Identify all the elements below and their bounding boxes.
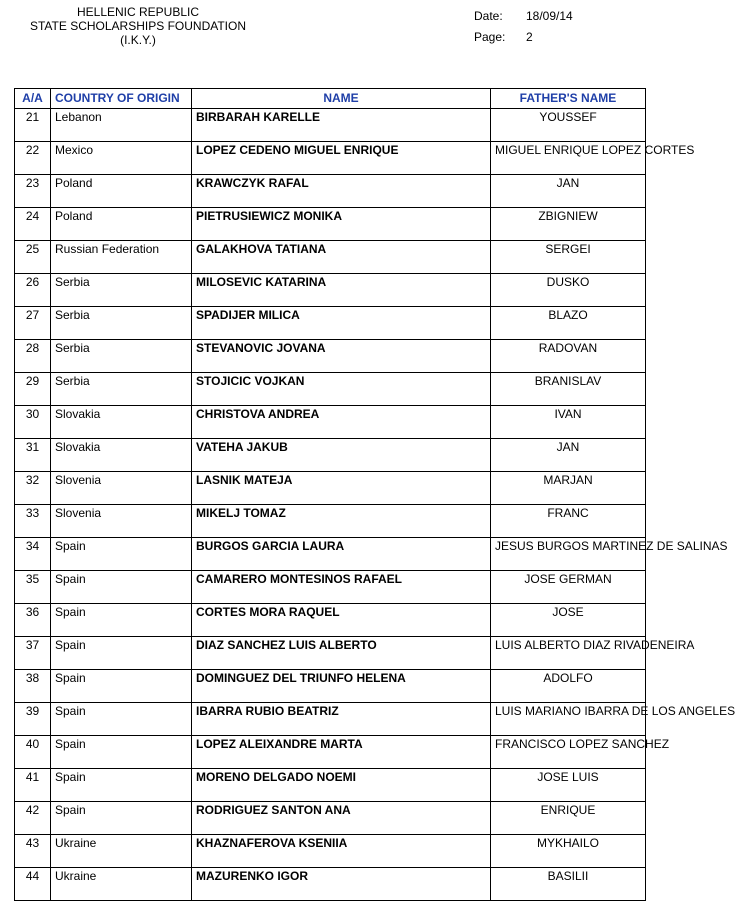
cell-aa: 25: [15, 241, 51, 274]
cell-name: STEVANOVIC JOVANA: [192, 340, 491, 373]
cell-father: RADOVAN: [491, 340, 646, 373]
cell-name: KRAWCZYK RAFAL: [192, 175, 491, 208]
cell-name: IBARRA RUBIO BEATRIZ: [192, 703, 491, 736]
cell-name: CORTES MORA RAQUEL: [192, 604, 491, 637]
table-row: [15, 802, 646, 835]
cell-father: JOSE: [491, 604, 646, 637]
cell-country: Spain: [51, 604, 192, 637]
cell-aa: 37: [15, 637, 51, 670]
cell-father: ADOLFO: [491, 670, 646, 703]
cell-name: STOJICIC VOJKAN: [192, 373, 491, 406]
cell-country: Lebanon: [51, 109, 192, 142]
issuer-header: [18, 5, 258, 47]
cell-aa: 21: [15, 109, 51, 142]
table-row: [15, 241, 646, 274]
cell-father: LUIS MARIANO IBARRA DE LOS ANGELES: [491, 703, 646, 736]
date-row: [474, 6, 573, 27]
table-row: [15, 538, 646, 571]
cell-aa: 27: [15, 307, 51, 340]
cell-father: ZBIGNIEW: [491, 208, 646, 241]
date-label: Date:: [474, 9, 503, 23]
cell-name: PIETRUSIEWICZ MONIKA: [192, 208, 491, 241]
cell-father: MARJAN: [491, 472, 646, 505]
cell-name: GALAKHOVA TATIANA: [192, 241, 491, 274]
table-row: [15, 868, 646, 901]
cell-father: FRANC: [491, 505, 646, 538]
cell-aa: 33: [15, 505, 51, 538]
cell-aa: 31: [15, 439, 51, 472]
table-row: [15, 505, 646, 538]
issuer-line-3: (I.K.Y.): [120, 33, 156, 47]
table-row: [15, 670, 646, 703]
cell-aa: 34: [15, 538, 51, 571]
cell-aa: 42: [15, 802, 51, 835]
column-header-father: FATHER'S NAME: [491, 89, 646, 109]
cell-country: Serbia: [51, 340, 192, 373]
table-row: [15, 142, 646, 175]
issuer-line-1: HELLENIC REPUBLIC: [76, 5, 200, 19]
cell-aa: 35: [15, 571, 51, 604]
cell-father: BRANISLAV: [491, 373, 646, 406]
cell-country: Spain: [51, 670, 192, 703]
cell-country: Ukraine: [51, 835, 192, 868]
cell-country: Serbia: [51, 307, 192, 340]
cell-name: LOPEZ CEDENO MIGUEL ENRIQUE: [192, 142, 491, 175]
cell-country: Mexico: [51, 142, 192, 175]
cell-country: Slovakia: [51, 439, 192, 472]
cell-aa: 36: [15, 604, 51, 637]
cell-name: LASNIK MATEJA: [192, 472, 491, 505]
date-value: 18/09/14: [526, 9, 573, 23]
cell-father: JESUS BURGOS MARTINEZ DE SALINAS: [491, 538, 646, 571]
table-row: [15, 835, 646, 868]
cell-aa: 43: [15, 835, 51, 868]
scholarship-table: [14, 88, 735, 901]
cell-name: RODRIGUEZ SANTON ANA: [192, 802, 491, 835]
cell-father: ENRIQUE: [491, 802, 646, 835]
cell-father: JOSE LUIS: [491, 769, 646, 802]
table-row: [15, 637, 646, 670]
table-row: [15, 604, 646, 637]
table-row: [15, 703, 646, 736]
cell-name: SPADIJER MILICA: [192, 307, 491, 340]
cell-name: MAZURENKO IGOR: [192, 868, 491, 901]
cell-father: LUIS ALBERTO DIAZ RIVADENEIRA: [491, 637, 646, 670]
cell-aa: 24: [15, 208, 51, 241]
cell-aa: 32: [15, 472, 51, 505]
cell-father: IVAN: [491, 406, 646, 439]
page-value: 2: [526, 30, 533, 44]
table-header-row: [15, 89, 646, 109]
cell-country: Slovakia: [51, 406, 192, 439]
table-row: [15, 208, 646, 241]
table-row: [15, 307, 646, 340]
cell-aa: 39: [15, 703, 51, 736]
cell-name: LOPEZ ALEIXANDRE MARTA: [192, 736, 491, 769]
table-row: [15, 736, 646, 769]
cell-country: Poland: [51, 208, 192, 241]
cell-country: Russian Federation: [51, 241, 192, 274]
cell-country: Slovenia: [51, 472, 192, 505]
cell-country: Spain: [51, 571, 192, 604]
cell-country: Poland: [51, 175, 192, 208]
cell-aa: 41: [15, 769, 51, 802]
cell-father: JOSE GERMAN: [491, 571, 646, 604]
table-row: [15, 175, 646, 208]
cell-country: Serbia: [51, 274, 192, 307]
cell-aa: 38: [15, 670, 51, 703]
cell-father: SERGEI: [491, 241, 646, 274]
cell-country: Spain: [51, 736, 192, 769]
cell-country: Spain: [51, 802, 192, 835]
cell-father: MIGUEL ENRIQUE LOPEZ CORTES: [491, 142, 646, 175]
cell-name: MIKELJ TOMAZ: [192, 505, 491, 538]
cell-father: YOUSSEF: [491, 109, 646, 142]
table-row: [15, 274, 646, 307]
cell-name: VATEHA JAKUB: [192, 439, 491, 472]
cell-father: BLAZO: [491, 307, 646, 340]
cell-aa: 40: [15, 736, 51, 769]
table-row: [15, 109, 646, 142]
cell-father: BASILII: [491, 868, 646, 901]
cell-country: Slovenia: [51, 505, 192, 538]
cell-aa: 30: [15, 406, 51, 439]
cell-name: BIRBARAH KARELLE: [192, 109, 491, 142]
cell-name: DOMINGUEZ DEL TRIUNFO HELENA: [192, 670, 491, 703]
cell-father: JAN: [491, 175, 646, 208]
table-row: [15, 769, 646, 802]
issuer-line-2: STATE SCHOLARSHIPS FOUNDATION: [29, 19, 247, 33]
cell-country: Ukraine: [51, 868, 192, 901]
cell-father: MYKHAILO: [491, 835, 646, 868]
table-row: [15, 571, 646, 604]
cell-country: Serbia: [51, 373, 192, 406]
page-label: Page:: [474, 30, 506, 44]
cell-name: MORENO DELGADO NOEMI: [192, 769, 491, 802]
cell-country: Spain: [51, 538, 192, 571]
cell-aa: 26: [15, 274, 51, 307]
document-meta: [474, 6, 573, 48]
cell-aa: 23: [15, 175, 51, 208]
cell-aa: 44: [15, 868, 51, 901]
cell-name: MILOSEVIC KATARINA: [192, 274, 491, 307]
cell-country: Spain: [51, 703, 192, 736]
cell-name: DIAZ SANCHEZ LUIS ALBERTO: [192, 637, 491, 670]
cell-father: DUSKO: [491, 274, 646, 307]
cell-aa: 29: [15, 373, 51, 406]
column-header-aa: A/A: [15, 89, 51, 109]
cell-name: CHRISTOVA ANDREA: [192, 406, 491, 439]
cell-name: KHAZNAFEROVA KSENIIA: [192, 835, 491, 868]
page-row: [474, 27, 573, 48]
cell-father: JAN: [491, 439, 646, 472]
table-row: [15, 406, 646, 439]
table-body: [15, 109, 735, 901]
cell-name: BURGOS GARCIA LAURA: [192, 538, 491, 571]
column-header-name: NAME: [192, 89, 491, 109]
cell-aa: 22: [15, 142, 51, 175]
column-header-country: COUNTRY OF ORIGIN: [51, 89, 192, 109]
table-row: [15, 439, 646, 472]
table-row: [15, 340, 646, 373]
table-row: [15, 472, 646, 505]
cell-country: Spain: [51, 769, 192, 802]
cell-father: FRANCISCO LOPEZ SANCHEZ: [491, 736, 646, 769]
cell-aa: 28: [15, 340, 51, 373]
cell-country: Spain: [51, 637, 192, 670]
cell-name: CAMARERO MONTESINOS RAFAEL: [192, 571, 491, 604]
table-row: [15, 373, 646, 406]
